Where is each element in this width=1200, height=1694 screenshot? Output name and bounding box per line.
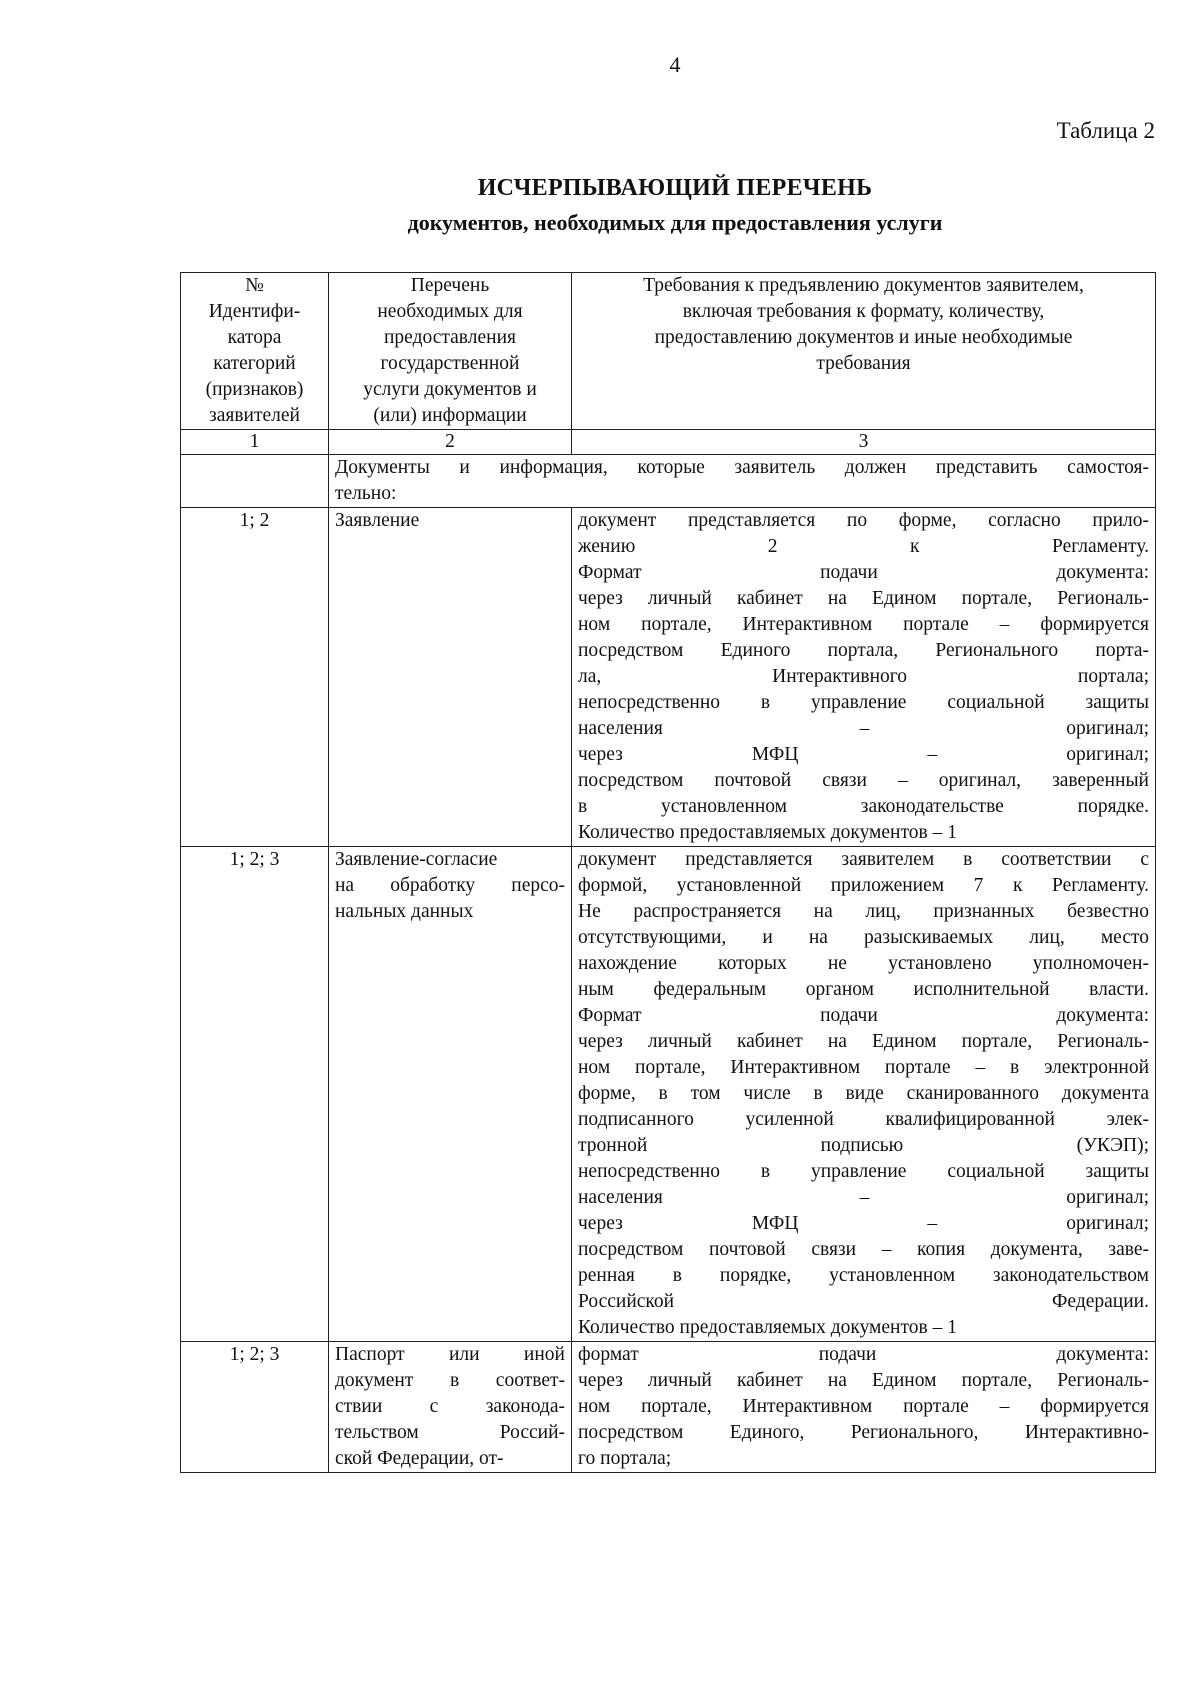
- document-name-cell: [329, 1342, 572, 1473]
- header-row: [181, 273, 1156, 430]
- document-name-line: тельством Россий-: [335, 1422, 565, 1443]
- requirement-line: формат подачи документа:: [578, 1344, 1149, 1365]
- requirement-line: го портала;: [578, 1448, 672, 1469]
- requirement-line: через личный кабинет на Едином портале, Региональ-: [578, 1370, 1149, 1391]
- requirement-line: через МФЦ – оригинал;: [578, 1213, 1149, 1234]
- section-heading: [329, 455, 1156, 508]
- requirement-line: ном портале, Интерактивном портале – формируется: [578, 1396, 1149, 1417]
- requirement-line: ла, Интерактивного портала;: [578, 666, 1149, 687]
- document-subtitle: документов, необходимых для предоставления услуги: [407, 210, 943, 235]
- category-cell: 1; 2; 3: [181, 1342, 329, 1473]
- header-line: предоставления: [384, 327, 516, 348]
- document-name-cell: [329, 508, 572, 847]
- header-line: Идентифи-: [208, 301, 301, 322]
- requirements-cell: [572, 847, 1156, 1342]
- header-line: предоставлению документов и иные необходимые: [654, 327, 1073, 348]
- section-empty-cell: [181, 455, 329, 508]
- category-cell: 1; 2; 3: [181, 847, 329, 1342]
- category-cell: 1; 2: [181, 508, 329, 847]
- document-name-cell: [329, 847, 572, 1342]
- requirement-line: ном портале, Интерактивном портале – в электронной: [578, 1057, 1149, 1078]
- requirement-line: посредством Единого портала, Регионального порта-: [578, 640, 1149, 661]
- header-line: услуги документов и: [363, 379, 537, 400]
- header-line: (признаков): [205, 379, 304, 400]
- requirement-line: населения – оригинал;: [578, 718, 1149, 739]
- header-line: категорий: [213, 353, 296, 374]
- requirement-line: форме, в том числе в виде сканированного документа: [578, 1083, 1149, 1104]
- requirement-line: через личный кабинет на Едином портале, Региональ-: [578, 588, 1149, 609]
- requirement-line: Количество предоставляемых документов – 1: [578, 822, 957, 843]
- column-number: 1: [181, 430, 329, 455]
- document-name-line: нальных данных: [335, 901, 474, 922]
- requirement-line: Формат подачи документа:: [578, 1005, 1149, 1026]
- header-line: катора: [227, 327, 282, 348]
- section-row: [181, 455, 1156, 508]
- requirement-line: подписанного усиленной квалифицированной элек-: [578, 1109, 1149, 1130]
- requirement-line: документ представляется по форме, согласно прило-: [578, 510, 1149, 531]
- header-line: (или) информации: [373, 405, 527, 426]
- document-name-line: Заявление-согласие: [335, 849, 498, 870]
- requirement-line: жению 2 к Регламенту.: [578, 536, 1149, 557]
- requirement-line: через личный кабинет на Едином портале, Региональ-: [578, 1031, 1149, 1052]
- table-row: [181, 847, 1156, 1342]
- header-line: заявителей: [209, 405, 300, 426]
- header-cell: [181, 273, 329, 430]
- documents-table-body: [181, 273, 1156, 1473]
- requirement-line: посредством Единого, Регионального, Интерактивно-: [578, 1422, 1149, 1443]
- document-name-line: ствии с законода-: [335, 1396, 565, 1417]
- section-line: тельно:: [335, 483, 397, 504]
- requirement-line: документ представляется заявителем в соответствии с: [578, 849, 1149, 870]
- header-line: Перечень: [410, 275, 490, 296]
- requirement-line: ном портале, Интерактивном портале – формируется: [578, 614, 1149, 635]
- document-name-line: ской Федерации, от-: [335, 1448, 504, 1469]
- column-number: 3: [572, 430, 1156, 455]
- requirement-line: населения – оригинал;: [578, 1187, 1149, 1208]
- section-line: Документы и информация, которые заявитель должен представить самостоя-: [335, 457, 1149, 478]
- requirement-line: формой, установленной приложением 7 к Регламенту.: [578, 875, 1149, 896]
- header-cell: [572, 273, 1156, 430]
- requirement-line: непосредственно в управление социальной защиты: [578, 692, 1149, 713]
- requirements-cell: [572, 508, 1156, 847]
- document-name-line: Паспорт или иной: [335, 1344, 565, 1365]
- requirement-line: через МФЦ – оригинал;: [578, 744, 1149, 765]
- requirement-line: ренная в порядке, установленном законодательством: [578, 1265, 1149, 1286]
- documents-table: [180, 272, 1156, 1473]
- column-number-row: [181, 430, 1156, 455]
- header-line: государственной: [380, 353, 520, 374]
- requirements-cell: [572, 1342, 1156, 1473]
- header-cell: [329, 273, 572, 430]
- requirement-line: посредством почтовой связи – копия документа, заве-: [578, 1239, 1149, 1260]
- requirement-line: отсутствующими, и на разыскиваемых лиц, место: [578, 927, 1149, 948]
- document-name-line: документ в соответ-: [335, 1370, 565, 1391]
- header-line: Требования к предъявлению документов заявителем,: [643, 275, 1084, 296]
- page-number: 4: [669, 52, 681, 77]
- requirement-line: нахождение которых не установлено уполномочен-: [578, 953, 1149, 974]
- table-label: Таблица 2: [1056, 118, 1155, 143]
- requirement-line: посредством почтовой связи – оригинал, заверенный: [578, 770, 1149, 791]
- requirement-line: непосредственно в управление социальной защиты: [578, 1161, 1149, 1182]
- table-row: [181, 1342, 1156, 1473]
- table-row: [181, 508, 1156, 847]
- document-title: ИСЧЕРПЫВАЮЩИЙ ПЕРЕЧЕНЬ: [477, 175, 873, 201]
- column-number: 2: [329, 430, 572, 455]
- requirement-line: в установленном законодательстве порядке.: [578, 796, 1149, 817]
- requirement-line: Российской Федерации.: [578, 1291, 1149, 1312]
- header-line: требования: [816, 353, 911, 374]
- requirement-line: ным федеральным органом исполнительной власти.: [578, 979, 1149, 1000]
- header-line: №: [245, 275, 264, 296]
- header-line: включая требования к формату, количеству,: [682, 301, 1045, 322]
- header-line: необходимых для: [377, 301, 523, 322]
- document-name-line: Заявление: [335, 510, 420, 531]
- document-name-line: на обработку персо-: [335, 875, 565, 896]
- requirement-line: Количество предоставляемых документов – 1: [578, 1317, 957, 1338]
- requirement-line: Не распространяется на лиц, признанных безвестно: [578, 901, 1149, 922]
- requirement-line: тронной подписью (УКЭП);: [578, 1135, 1149, 1156]
- requirement-line: Формат подачи документа:: [578, 562, 1149, 583]
